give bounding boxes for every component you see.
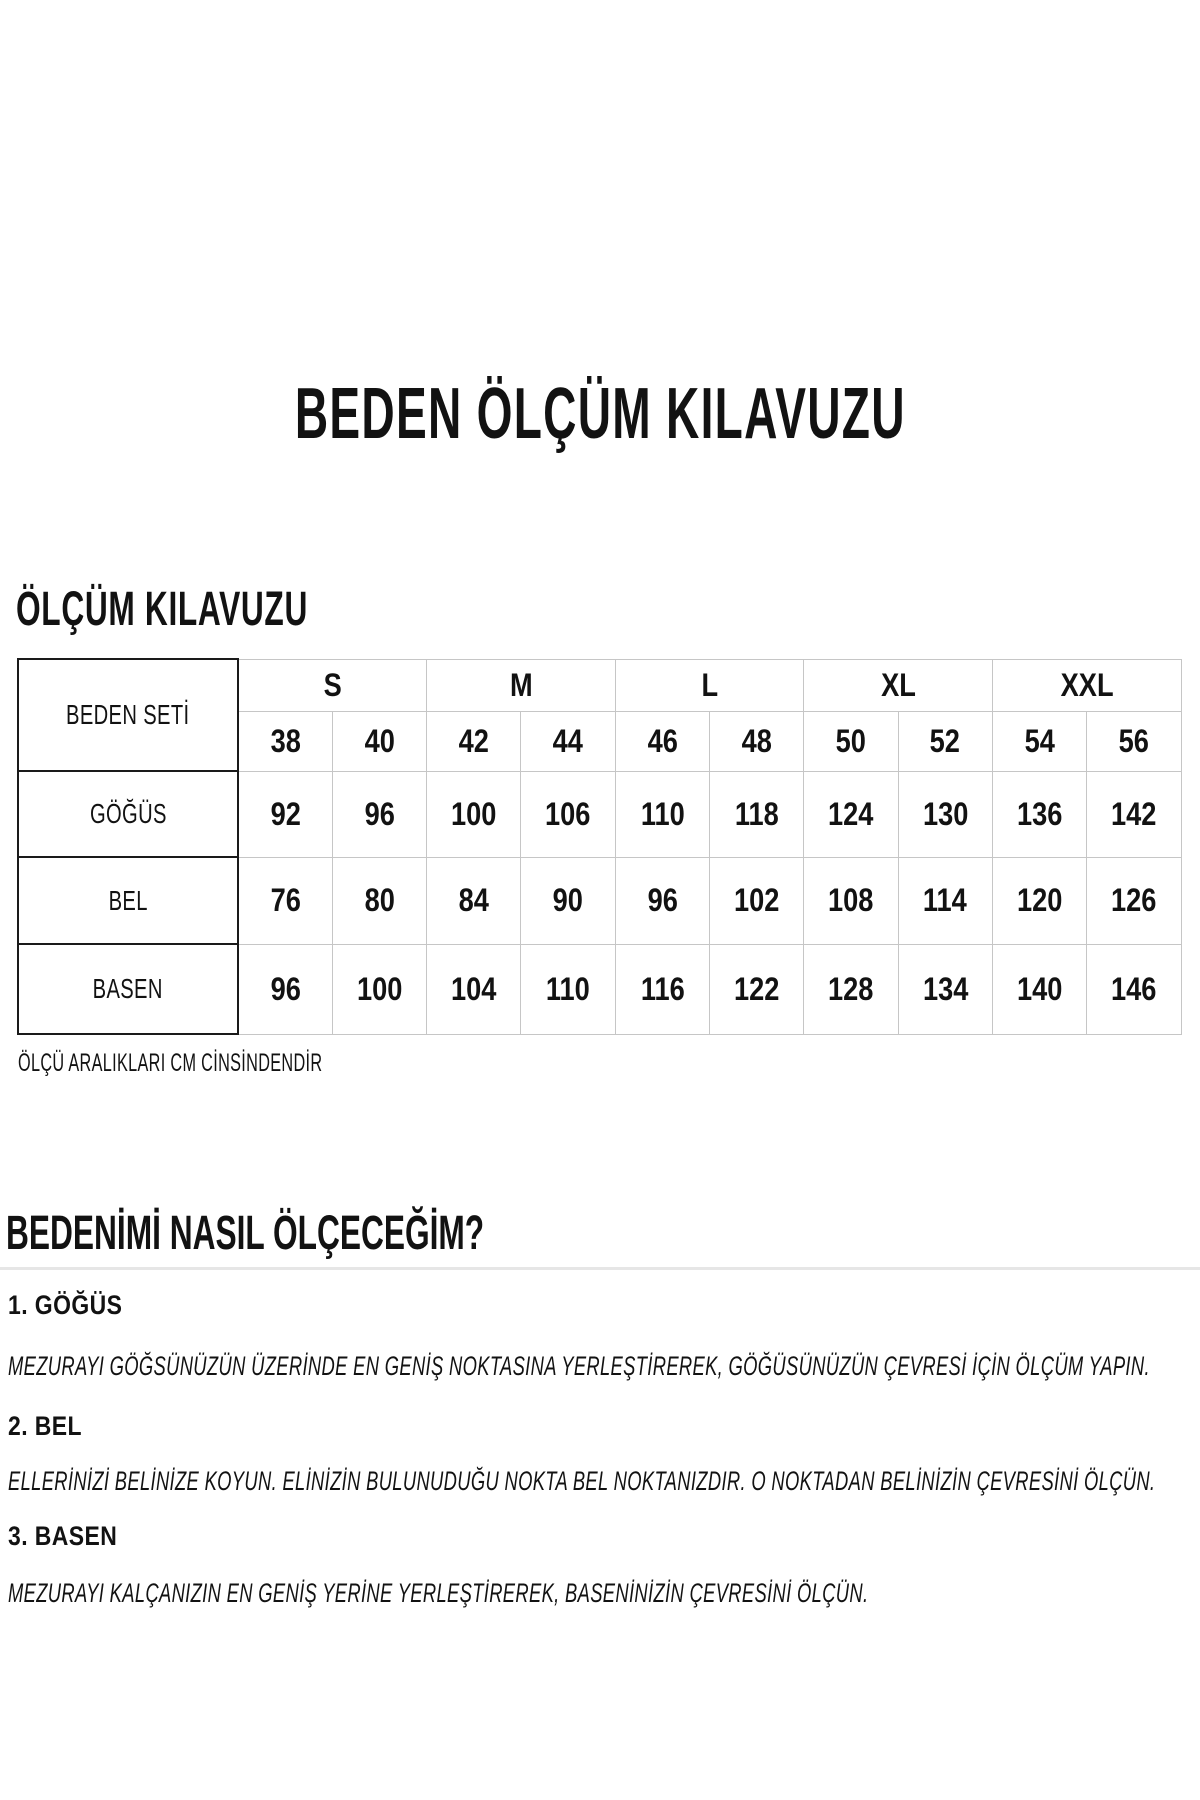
value-cell: 108 bbox=[804, 857, 898, 944]
value-cell: 92 bbox=[238, 771, 332, 857]
row-header-cell: BEDEN SETİ bbox=[18, 659, 238, 771]
size-number-cell: 48 bbox=[709, 711, 803, 771]
size-number-cell: 44 bbox=[521, 711, 615, 771]
size-number-cell: 50 bbox=[804, 711, 898, 771]
value-cell: 80 bbox=[332, 857, 426, 944]
divider bbox=[0, 1267, 1200, 1270]
size-table-container bbox=[17, 658, 1182, 1035]
step-text-basen: MEZURAYI KALÇANIZIN EN GENİŞ YERİNE YERLEŞTİREREK, BASENİNİZİN ÇEVRESİNİ ÖLÇÜN. bbox=[8, 1578, 869, 1608]
row-label-cell: GÖĞÜS bbox=[18, 771, 238, 857]
value-cell: 96 bbox=[238, 944, 332, 1034]
size-number-cell: 42 bbox=[427, 711, 521, 771]
value-cell: 116 bbox=[615, 944, 709, 1034]
value-cell: 140 bbox=[992, 944, 1086, 1034]
value-cell: 122 bbox=[709, 944, 803, 1034]
value-cell: 126 bbox=[1087, 857, 1181, 944]
value-cell: 76 bbox=[238, 857, 332, 944]
value-cell: 146 bbox=[1087, 944, 1181, 1034]
value-cell: 130 bbox=[898, 771, 992, 857]
value-cell: 110 bbox=[521, 944, 615, 1034]
step-title-basen: 3. BASEN bbox=[8, 1521, 118, 1551]
value-cell: 104 bbox=[427, 944, 521, 1034]
value-cell: 118 bbox=[709, 771, 803, 857]
size-chart-unit-note: ÖLÇÜ ARALIKLARI CM CİNSİNDENDİR bbox=[18, 1049, 323, 1077]
size-number-cell: 56 bbox=[1087, 711, 1181, 771]
size-table bbox=[17, 658, 1182, 1035]
value-cell: 120 bbox=[992, 857, 1086, 944]
value-cell: 84 bbox=[427, 857, 521, 944]
value-cell: 96 bbox=[615, 857, 709, 944]
size-number-cell: 38 bbox=[238, 711, 332, 771]
table-row-bel bbox=[18, 857, 1181, 944]
value-cell: 102 bbox=[709, 857, 803, 944]
value-cell: 90 bbox=[521, 857, 615, 944]
size-group-cell: XL bbox=[804, 659, 993, 711]
step-text-gogus: MEZURAYI GÖĞSÜNÜZÜN ÜZERİNDE EN GENİŞ NOKTASINA YERLEŞTİREREK, GÖĞÜSÜNÜZÜN ÇEVRESİ İÇİN ÖLÇÜM YAPIN. bbox=[8, 1351, 1150, 1381]
value-cell: 134 bbox=[898, 944, 992, 1034]
value-cell: 136 bbox=[992, 771, 1086, 857]
row-label-cell: BEL bbox=[18, 857, 238, 944]
value-cell: 106 bbox=[521, 771, 615, 857]
value-cell: 142 bbox=[1087, 771, 1181, 857]
value-cell: 124 bbox=[804, 771, 898, 857]
step-title-bel: 2. BEL bbox=[8, 1411, 82, 1441]
size-group-cell: M bbox=[427, 659, 616, 711]
step-title-gogus: 1. GÖĞÜS bbox=[8, 1290, 123, 1320]
table-row-gogus bbox=[18, 771, 1181, 857]
page-title-text: BEDEN ÖLÇÜM KILAVUZU bbox=[294, 374, 906, 454]
size-group-cell: S bbox=[238, 659, 427, 711]
measurement-guide-heading: ÖLÇÜM KILAVUZU bbox=[16, 583, 308, 636]
size-group-cell: XXL bbox=[992, 659, 1181, 711]
size-number-cell: 46 bbox=[615, 711, 709, 771]
size-group-cell: L bbox=[615, 659, 804, 711]
value-cell: 100 bbox=[332, 944, 426, 1034]
size-letter-row bbox=[18, 659, 1181, 711]
row-label-cell: BASEN bbox=[18, 944, 238, 1034]
value-cell: 110 bbox=[615, 771, 709, 857]
size-number-cell: 54 bbox=[992, 711, 1086, 771]
how-to-measure-heading: BEDENİMİ NASIL ÖLÇECEĞİM? bbox=[6, 1207, 485, 1260]
table-row-basen bbox=[18, 944, 1181, 1034]
size-number-cell: 40 bbox=[332, 711, 426, 771]
value-cell: 96 bbox=[332, 771, 426, 857]
page-title bbox=[0, 374, 1200, 454]
value-cell: 128 bbox=[804, 944, 898, 1034]
value-cell: 100 bbox=[427, 771, 521, 857]
value-cell: 114 bbox=[898, 857, 992, 944]
step-text-bel: ELLERİNİZİ BELİNİZE KOYUN. ELİNİZİN BULUNUDUĞU NOKTA BEL NOKTANIZDIR. O NOKTADAN BELİNİZİN ÇEVRESİNİ ÖLÇÜN. bbox=[8, 1466, 1156, 1496]
size-number-cell: 52 bbox=[898, 711, 992, 771]
